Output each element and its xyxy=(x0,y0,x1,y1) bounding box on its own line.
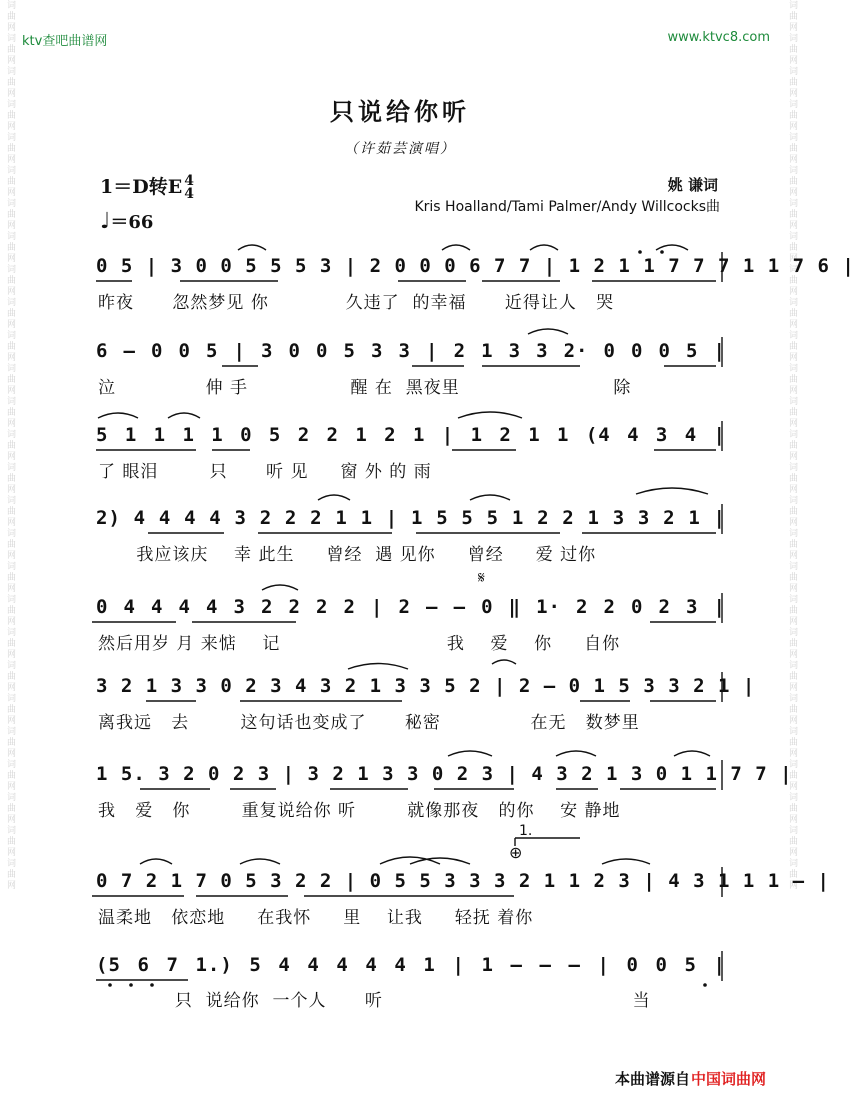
score-line-4: 2) 4 4 4 4 3 2 2 2 1 1 | 1 5 5 5 1 2 2 1 3 3 2 1 | xyxy=(96,507,726,529)
time-denominator: 4 xyxy=(184,186,194,202)
score-line-7: 1 5. 3 2 0 2 3 | 3 2 1 3 3 0 2 3 | 4 3 2 1 3 0 1 1 7 7 | xyxy=(96,763,793,785)
lyric-line-2: 泣 伸 手 醒 在 黑夜里 除 xyxy=(98,378,632,398)
lyric-line-7: 我 爱 你 重复说给你 听 就像那夜 的你 安 静地 xyxy=(98,801,621,821)
score-line-2: 6 – 0 0 5 | 3 0 0 5 3 3 | 2 1 3 3 2· 0 0 0 5 | xyxy=(96,340,726,362)
score-line-5: 0 4 4 4 4 3 2 2 2 2 | 2 – – 0 ‖ 1· 2 2 0 2 3 | xyxy=(96,596,726,618)
time-signature xyxy=(184,175,194,201)
volta-label: 1. xyxy=(519,823,533,839)
lyricist: 姚 谦词 xyxy=(667,176,718,194)
lyric-line-3: 了 眼泪 只 听 见 窗 外 的 雨 xyxy=(98,462,432,482)
side-watermark-right: 词曲网词曲网词曲网词曲网词曲网词曲网词曲网词曲网词曲网词曲网词曲网词曲网词曲网词曲网词曲网词曲网词曲网词曲网词曲网词曲网词曲网词曲网词曲网词曲网词曲网词曲网词曲网 xyxy=(787,0,797,891)
score-line-6: 3 2 1 3 3 0 2 3 4 3 2 1 3 3 5 2 | 2 – 0 1 5 3 3 2 1 | xyxy=(96,675,756,697)
song-title: 只说给你听 xyxy=(330,97,470,126)
tempo-value: ＝66 xyxy=(110,212,154,233)
side-watermark-left: 词曲网词曲网词曲网词曲网词曲网词曲网词曲网词曲网词曲网词曲网词曲网词曲网词曲网词曲网词曲网词曲网词曲网词曲网词曲网词曲网词曲网词曲网词曲网词曲网词曲网词曲网词曲网 xyxy=(5,0,15,891)
source-site[interactable]: 中国词曲网 xyxy=(690,1070,766,1088)
song-subtitle: （许茹芸演唱） xyxy=(344,141,456,157)
time-numerator: 4 xyxy=(184,173,194,189)
site-name[interactable]: ktv查吧曲谱网 xyxy=(22,34,108,49)
lyric-line-5: 然后用岁 月 来惦 记 我 爱 你 自你 xyxy=(98,634,621,654)
lyric-line-6: 离我远 去 这句话也变成了 秘密 在无 数梦里 xyxy=(98,713,640,733)
quarter-note-icon: ♩ xyxy=(100,208,111,234)
segno-icon: 𝄋 xyxy=(478,568,485,587)
coda-icon: ⊕ xyxy=(509,843,523,862)
score-line-9: (5 6 7 1.) 5 4 4 4 4 4 1 | 1 – – – | 0 0 5 | xyxy=(96,954,726,976)
site-url[interactable]: www.ktvc8.com xyxy=(667,30,770,45)
lyric-line-9: 只 说给你 一个人 听 当 xyxy=(98,991,651,1011)
key-signature xyxy=(100,172,194,201)
composer: Kris Hoalland/Tami Palmer/Andy Willcocks曲 xyxy=(414,199,720,215)
key-text: 1＝D转E xyxy=(100,176,183,198)
score-line-3: 5 1 1 1 1 0 5 2 2 1 2 1 | 1 2 1 1 (4 4 3 4 | xyxy=(96,424,726,446)
source-label: 本曲谱源自 xyxy=(614,1070,690,1088)
lyric-line-1: 昨夜 忽然梦见 你 久违了 的幸福 近得让人 哭 xyxy=(98,293,615,313)
score-line-1: 0 5 | 3 0 0 5 5 5 3 | 2 0 0 0 6 7 7 | 1 2 1 1 7 7 7 1 1 7 6 | xyxy=(96,255,855,277)
tempo-marking xyxy=(100,208,153,234)
score-line-8: 0 7 2 1 7 0 5 3 2 2 | 0 5 5 3 3 3 2 1 1 2 3 | 4 3 1 1 1 – | xyxy=(96,870,830,892)
lyric-line-8: 温柔地 依恋地 在我怀 里 让我 轻抚 着你 xyxy=(98,908,534,928)
lyric-line-4: 我应该庆 幸 此生 曾经 遇 见你 曾经 爱 过你 xyxy=(98,545,597,565)
